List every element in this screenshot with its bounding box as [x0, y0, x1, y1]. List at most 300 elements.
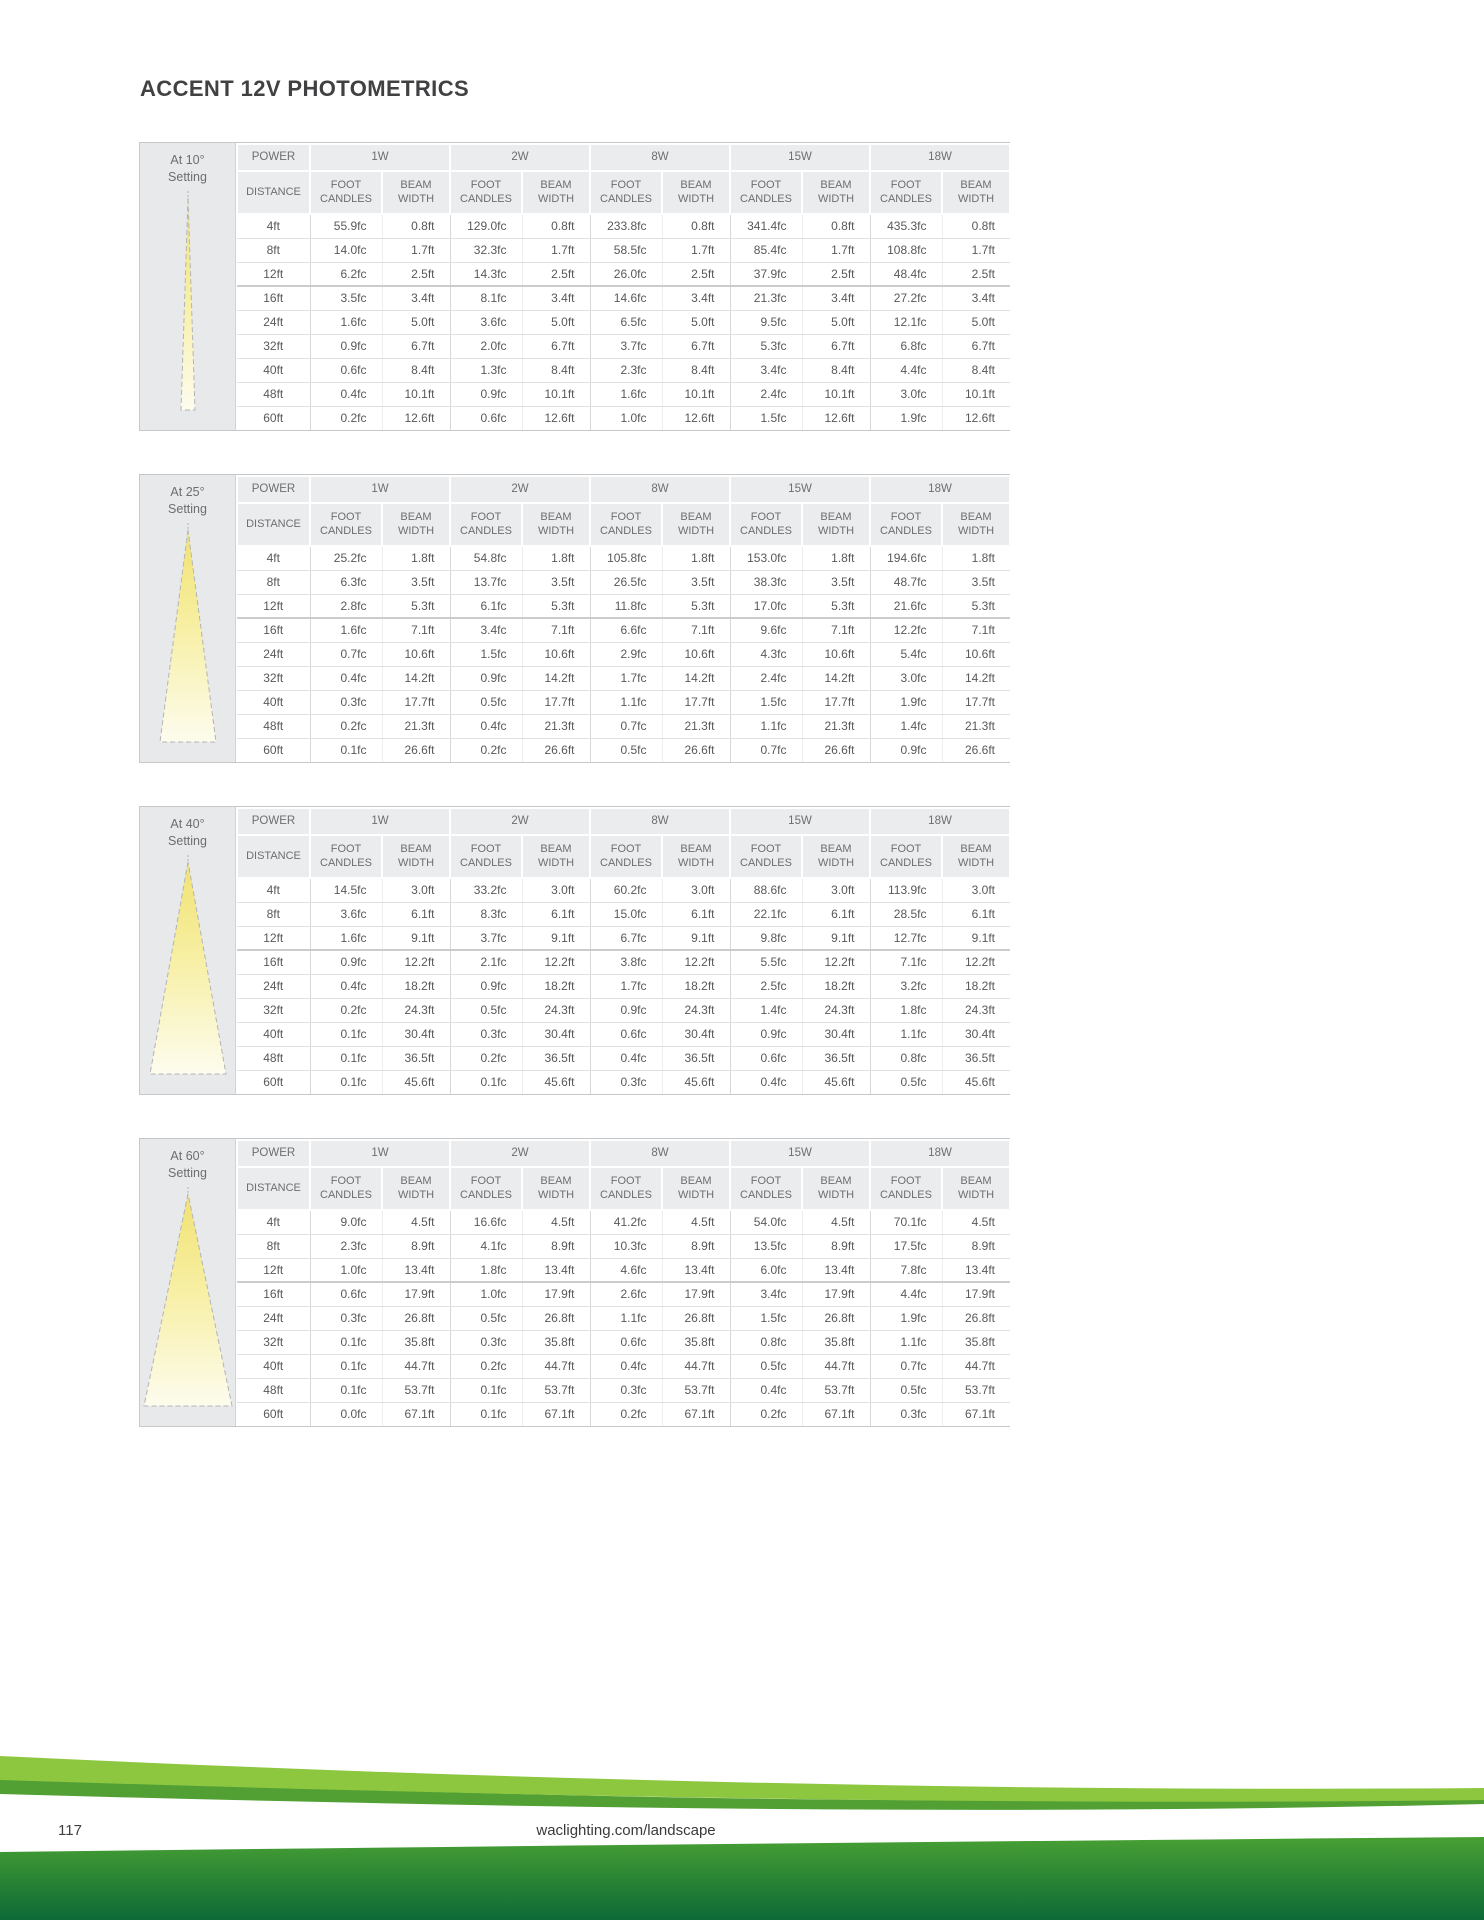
foot-candles-cell: 0.3fc	[450, 1330, 522, 1354]
beam-width-cell: 24.3ft	[522, 998, 590, 1022]
power-value-header: 15W	[730, 808, 870, 835]
beam-width-cell: 26.8ft	[802, 1306, 870, 1330]
beam-width-header: BEAM WIDTH	[802, 171, 870, 214]
foot-candles-cell: 1.8fc	[870, 998, 942, 1022]
beam-width-cell: 6.7ft	[802, 334, 870, 358]
beam-width-header: BEAM WIDTH	[942, 835, 1010, 878]
beam-width-cell: 53.7ft	[802, 1378, 870, 1402]
foot-candles-cell: 9.0fc	[310, 1210, 382, 1234]
foot-candles-cell: 1.5fc	[730, 406, 802, 430]
foot-candles-cell: 0.4fc	[450, 714, 522, 738]
beam-width-cell: 9.1ft	[942, 926, 1010, 950]
beam-width-cell: 1.8ft	[522, 546, 590, 570]
foot-candles-cell: 0.1fc	[310, 1046, 382, 1070]
beam-width-cell: 53.7ft	[662, 1378, 730, 1402]
beam-width-cell: 6.1ft	[942, 902, 1010, 926]
beam-width-cell: 26.6ft	[802, 738, 870, 762]
foot-candles-cell: 3.5fc	[310, 286, 382, 310]
beam-width-cell: 35.8ft	[802, 1330, 870, 1354]
photometrics-grid-10deg	[236, 143, 1011, 430]
beam-width-cell: 13.4ft	[382, 1258, 450, 1282]
foot-candles-cell: 0.2fc	[450, 1046, 522, 1070]
beam-width-header: BEAM WIDTH	[662, 1167, 730, 1210]
distance-header-label: DISTANCE	[237, 835, 310, 878]
foot-candles-cell: 9.8fc	[730, 926, 802, 950]
foot-candles-cell: 54.0fc	[730, 1210, 802, 1234]
distance-cell: 12ft	[237, 926, 310, 950]
foot-candles-cell: 0.6fc	[310, 1282, 382, 1306]
foot-candles-cell: 0.2fc	[310, 998, 382, 1022]
beam-width-cell: 17.9ft	[802, 1282, 870, 1306]
power-value-header: 1W	[310, 808, 450, 835]
beam-width-cell: 17.9ft	[382, 1282, 450, 1306]
power-header-label: POWER	[237, 1140, 310, 1167]
beam-width-cell: 2.5ft	[522, 262, 590, 286]
foot-candles-cell: 13.7fc	[450, 570, 522, 594]
beam-width-cell: 1.8ft	[382, 546, 450, 570]
table-row	[237, 738, 1010, 762]
foot-candles-cell: 6.1fc	[450, 594, 522, 618]
beam-width-cell: 6.7ft	[662, 334, 730, 358]
foot-candles-cell: 58.5fc	[590, 238, 662, 262]
foot-candles-header: FOOT CANDLES	[450, 835, 522, 878]
beam-width-cell: 12.2ft	[802, 950, 870, 974]
beam-width-header: BEAM WIDTH	[522, 835, 590, 878]
table-row	[237, 1046, 1010, 1070]
beam-width-cell: 24.3ft	[382, 998, 450, 1022]
beam-width-cell: 8.4ft	[382, 358, 450, 382]
beam-width-cell: 1.7ft	[942, 238, 1010, 262]
beam-width-cell: 6.1ft	[522, 902, 590, 926]
foot-candles-cell: 0.6fc	[590, 1022, 662, 1046]
beam-width-cell: 2.5ft	[942, 262, 1010, 286]
foot-candles-header: FOOT CANDLES	[450, 171, 522, 214]
table-row	[237, 1234, 1010, 1258]
beam-width-header: BEAM WIDTH	[942, 503, 1010, 546]
foot-candles-cell: 0.1fc	[310, 1354, 382, 1378]
beam-width-cell: 7.1ft	[942, 618, 1010, 642]
foot-candles-cell: 0.4fc	[730, 1378, 802, 1402]
distance-cell: 16ft	[237, 618, 310, 642]
setting-word-text: Setting	[168, 1165, 207, 1180]
beam-width-cell: 26.8ft	[942, 1306, 1010, 1330]
foot-candles-cell: 0.9fc	[450, 666, 522, 690]
foot-candles-cell: 1.6fc	[310, 618, 382, 642]
beam-width-cell: 9.1ft	[802, 926, 870, 950]
foot-candles-cell: 0.7fc	[590, 714, 662, 738]
beam-width-cell: 36.5ft	[942, 1046, 1010, 1070]
beam-width-cell: 18.2ft	[522, 974, 590, 998]
setting-panel-40deg	[140, 807, 236, 1094]
foot-candles-cell: 1.6fc	[590, 382, 662, 406]
foot-candles-cell: 38.3fc	[730, 570, 802, 594]
beam-width-cell: 12.2ft	[522, 950, 590, 974]
beam-width-cell: 4.5ft	[382, 1210, 450, 1234]
foot-candles-cell: 0.0fc	[310, 1402, 382, 1426]
distance-cell: 48ft	[237, 382, 310, 406]
power-header-label: POWER	[237, 476, 310, 503]
beam-cone-illustration-25deg	[140, 523, 236, 749]
setting-label	[140, 152, 235, 186]
beam-width-cell: 3.5ft	[522, 570, 590, 594]
beam-width-cell: 2.5ft	[382, 262, 450, 286]
beam-width-cell: 17.7ft	[802, 690, 870, 714]
foot-candles-cell: 0.5fc	[450, 998, 522, 1022]
table-row	[237, 310, 1010, 334]
foot-candles-cell: 0.4fc	[310, 666, 382, 690]
beam-width-cell: 4.5ft	[942, 1210, 1010, 1234]
distance-cell: 8ft	[237, 570, 310, 594]
foot-candles-cell: 17.0fc	[730, 594, 802, 618]
foot-candles-cell: 1.0fc	[310, 1258, 382, 1282]
beam-width-header: BEAM WIDTH	[382, 1167, 450, 1210]
distance-cell: 40ft	[237, 358, 310, 382]
foot-candles-cell: 2.3fc	[310, 1234, 382, 1258]
foot-candles-cell: 3.6fc	[310, 902, 382, 926]
foot-candles-cell: 2.9fc	[590, 642, 662, 666]
foot-candles-cell: 7.8fc	[870, 1258, 942, 1282]
beam-width-cell: 44.7ft	[942, 1354, 1010, 1378]
beam-width-cell: 36.5ft	[802, 1046, 870, 1070]
beam-width-cell: 3.4ft	[802, 286, 870, 310]
foot-candles-cell: 27.2fc	[870, 286, 942, 310]
distance-cell: 12ft	[237, 1258, 310, 1282]
setting-word-text: Setting	[168, 501, 207, 516]
foot-candles-cell: 14.3fc	[450, 262, 522, 286]
setting-label	[140, 484, 235, 518]
foot-candles-cell: 55.9fc	[310, 214, 382, 238]
beam-width-cell: 12.6ft	[662, 406, 730, 430]
setting-word-text: Setting	[168, 169, 207, 184]
beam-width-cell: 21.3ft	[662, 714, 730, 738]
foot-candles-cell: 17.5fc	[870, 1234, 942, 1258]
beam-width-cell: 8.9ft	[802, 1234, 870, 1258]
foot-candles-cell: 0.4fc	[310, 974, 382, 998]
beam-width-cell: 3.5ft	[662, 570, 730, 594]
foot-candles-header: FOOT CANDLES	[310, 835, 382, 878]
table-row	[237, 382, 1010, 406]
distance-cell: 32ft	[237, 334, 310, 358]
foot-candles-cell: 0.5fc	[730, 1354, 802, 1378]
foot-candles-header: FOOT CANDLES	[590, 835, 662, 878]
beam-width-cell: 3.0ft	[662, 878, 730, 902]
beam-width-cell: 3.5ft	[942, 570, 1010, 594]
beam-width-header: BEAM WIDTH	[382, 171, 450, 214]
beam-width-cell: 30.4ft	[522, 1022, 590, 1046]
table-row	[237, 714, 1010, 738]
beam-width-cell: 53.7ft	[942, 1378, 1010, 1402]
beam-width-cell: 67.1ft	[662, 1402, 730, 1426]
beam-width-cell: 8.9ft	[662, 1234, 730, 1258]
foot-candles-header: FOOT CANDLES	[310, 503, 382, 546]
beam-width-header: BEAM WIDTH	[382, 503, 450, 546]
foot-candles-cell: 0.6fc	[730, 1046, 802, 1070]
foot-candles-cell: 1.8fc	[450, 1258, 522, 1282]
foot-candles-cell: 2.6fc	[590, 1282, 662, 1306]
beam-width-cell: 5.3ft	[942, 594, 1010, 618]
table-row	[237, 1330, 1010, 1354]
foot-candles-cell: 435.3fc	[870, 214, 942, 238]
foot-candles-cell: 8.3fc	[450, 902, 522, 926]
beam-width-cell: 9.1ft	[522, 926, 590, 950]
foot-candles-cell: 9.6fc	[730, 618, 802, 642]
beam-width-cell: 5.3ft	[662, 594, 730, 618]
beam-width-cell: 12.2ft	[662, 950, 730, 974]
distance-cell: 24ft	[237, 1306, 310, 1330]
beam-width-cell: 0.8ft	[942, 214, 1010, 238]
beam-width-cell: 5.0ft	[662, 310, 730, 334]
foot-candles-cell: 48.7fc	[870, 570, 942, 594]
foot-candles-cell: 6.6fc	[590, 618, 662, 642]
photometrics-grid-60deg	[236, 1139, 1011, 1426]
power-value-header: 8W	[590, 808, 730, 835]
foot-candles-header: FOOT CANDLES	[730, 835, 802, 878]
beam-width-cell: 4.5ft	[522, 1210, 590, 1234]
beam-width-cell: 7.1ft	[662, 618, 730, 642]
beam-width-cell: 44.7ft	[382, 1354, 450, 1378]
beam-width-cell: 17.7ft	[522, 690, 590, 714]
foot-candles-cell: 0.7fc	[870, 1354, 942, 1378]
foot-candles-cell: 54.8fc	[450, 546, 522, 570]
distance-cell: 4ft	[237, 546, 310, 570]
distance-cell: 48ft	[237, 1046, 310, 1070]
beam-width-cell: 5.0ft	[942, 310, 1010, 334]
cone-shape	[181, 198, 195, 410]
foot-candles-cell: 1.7fc	[590, 974, 662, 998]
distance-cell: 4ft	[237, 878, 310, 902]
foot-candles-cell: 0.6fc	[310, 358, 382, 382]
foot-candles-cell: 4.4fc	[870, 1282, 942, 1306]
table-row	[237, 618, 1010, 642]
foot-candles-cell: 0.3fc	[590, 1378, 662, 1402]
foot-candles-cell: 0.9fc	[450, 382, 522, 406]
foot-candles-cell: 32.3fc	[450, 238, 522, 262]
power-value-header: 2W	[450, 476, 590, 503]
table-row	[237, 1070, 1010, 1094]
beam-width-cell: 6.1ft	[662, 902, 730, 926]
foot-candles-cell: 60.2fc	[590, 878, 662, 902]
foot-candles-cell: 0.3fc	[450, 1022, 522, 1046]
photometrics-table-10deg	[139, 142, 1010, 431]
setting-label	[140, 816, 235, 850]
page-number: 117	[58, 1822, 82, 1839]
beam-width-cell: 6.1ft	[382, 902, 450, 926]
power-value-header: 2W	[450, 808, 590, 835]
distance-cell: 8ft	[237, 1234, 310, 1258]
foot-candles-cell: 37.9fc	[730, 262, 802, 286]
beam-width-header: BEAM WIDTH	[662, 503, 730, 546]
beam-width-cell: 36.5ft	[662, 1046, 730, 1070]
foot-candles-cell: 0.9fc	[450, 974, 522, 998]
beam-width-cell: 3.0ft	[522, 878, 590, 902]
beam-width-cell: 44.7ft	[522, 1354, 590, 1378]
beam-width-cell: 26.6ft	[382, 738, 450, 762]
foot-candles-cell: 3.4fc	[450, 618, 522, 642]
foot-candles-cell: 3.2fc	[870, 974, 942, 998]
table-row	[237, 570, 1010, 594]
foot-candles-cell: 6.5fc	[590, 310, 662, 334]
foot-candles-cell: 3.4fc	[730, 1282, 802, 1306]
foot-candles-header: FOOT CANDLES	[450, 503, 522, 546]
foot-candles-cell: 7.1fc	[870, 950, 942, 974]
beam-width-cell: 0.8ft	[802, 214, 870, 238]
beam-width-cell: 14.2ft	[662, 666, 730, 690]
foot-candles-cell: 3.7fc	[450, 926, 522, 950]
beam-width-cell: 12.6ft	[802, 406, 870, 430]
beam-width-cell: 14.2ft	[802, 666, 870, 690]
table-row	[237, 998, 1010, 1022]
power-value-header: 18W	[870, 808, 1010, 835]
beam-width-cell: 21.3ft	[522, 714, 590, 738]
table-row	[237, 214, 1010, 238]
foot-candles-cell: 0.2fc	[730, 1402, 802, 1426]
table-row	[237, 974, 1010, 998]
foot-candles-cell: 105.8fc	[590, 546, 662, 570]
foot-candles-cell: 5.5fc	[730, 950, 802, 974]
foot-candles-cell: 8.1fc	[450, 286, 522, 310]
foot-candles-cell: 3.0fc	[870, 382, 942, 406]
beam-width-cell: 45.6ft	[802, 1070, 870, 1094]
beam-cone-illustration-40deg	[140, 855, 236, 1081]
table-row	[237, 358, 1010, 382]
foot-candles-header: FOOT CANDLES	[870, 503, 942, 546]
beam-width-cell: 24.3ft	[802, 998, 870, 1022]
foot-candles-cell: 1.5fc	[730, 1306, 802, 1330]
beam-width-cell: 2.5ft	[802, 262, 870, 286]
foot-candles-cell: 0.4fc	[590, 1354, 662, 1378]
foot-candles-cell: 194.6fc	[870, 546, 942, 570]
table-row	[237, 690, 1010, 714]
distance-cell: 12ft	[237, 262, 310, 286]
table-row	[237, 594, 1010, 618]
foot-candles-cell: 1.5fc	[730, 690, 802, 714]
beam-width-cell: 14.2ft	[522, 666, 590, 690]
setting-panel-10deg	[140, 143, 236, 430]
beam-width-cell: 44.7ft	[662, 1354, 730, 1378]
table-row	[237, 1022, 1010, 1046]
beam-width-cell: 1.7ft	[382, 238, 450, 262]
table-row	[237, 238, 1010, 262]
foot-candles-cell: 1.1fc	[730, 714, 802, 738]
foot-candles-cell: 0.1fc	[450, 1378, 522, 1402]
foot-candles-cell: 0.1fc	[310, 1378, 382, 1402]
table-row	[237, 1354, 1010, 1378]
beam-width-cell: 4.5ft	[802, 1210, 870, 1234]
foot-candles-cell: 0.1fc	[450, 1402, 522, 1426]
beam-width-cell: 3.0ft	[802, 878, 870, 902]
foot-candles-cell: 14.5fc	[310, 878, 382, 902]
foot-candles-cell: 0.1fc	[310, 1070, 382, 1094]
foot-candles-cell: 0.1fc	[310, 1022, 382, 1046]
photometrics-table-40deg	[139, 806, 1010, 1095]
beam-width-cell: 8.9ft	[522, 1234, 590, 1258]
distance-cell: 16ft	[237, 1282, 310, 1306]
foot-candles-cell: 26.0fc	[590, 262, 662, 286]
beam-width-cell: 7.1ft	[522, 618, 590, 642]
foot-candles-cell: 33.2fc	[450, 878, 522, 902]
foot-candles-cell: 233.8fc	[590, 214, 662, 238]
page-title: ACCENT 12V PHOTOMETRICS	[140, 76, 470, 101]
foot-candles-cell: 3.4fc	[730, 358, 802, 382]
foot-candles-cell: 88.6fc	[730, 878, 802, 902]
beam-width-cell: 30.4ft	[942, 1022, 1010, 1046]
foot-candles-cell: 1.1fc	[870, 1022, 942, 1046]
beam-width-cell: 0.8ft	[662, 214, 730, 238]
beam-width-cell: 67.1ft	[382, 1402, 450, 1426]
foot-candles-cell: 3.6fc	[450, 310, 522, 334]
beam-width-header: BEAM WIDTH	[522, 1167, 590, 1210]
distance-header-label: DISTANCE	[237, 171, 310, 214]
distance-header-label: DISTANCE	[237, 1167, 310, 1210]
beam-width-cell: 5.0ft	[522, 310, 590, 334]
beam-width-cell: 35.8ft	[522, 1330, 590, 1354]
beam-width-cell: 12.6ft	[522, 406, 590, 430]
beam-width-cell: 24.3ft	[942, 998, 1010, 1022]
power-value-header: 8W	[590, 476, 730, 503]
distance-cell: 16ft	[237, 286, 310, 310]
beam-width-cell: 18.2ft	[382, 974, 450, 998]
distance-cell: 40ft	[237, 1022, 310, 1046]
beam-width-cell: 7.1ft	[382, 618, 450, 642]
beam-width-cell: 44.7ft	[802, 1354, 870, 1378]
power-value-header: 18W	[870, 1140, 1010, 1167]
beam-width-cell: 12.6ft	[382, 406, 450, 430]
beam-width-header: BEAM WIDTH	[522, 171, 590, 214]
beam-width-cell: 24.3ft	[662, 998, 730, 1022]
foot-candles-cell: 22.1fc	[730, 902, 802, 926]
distance-cell: 32ft	[237, 666, 310, 690]
foot-candles-cell: 0.9fc	[310, 950, 382, 974]
power-value-header: 1W	[310, 144, 450, 171]
beam-width-cell: 26.8ft	[522, 1306, 590, 1330]
foot-candles-cell: 21.3fc	[730, 286, 802, 310]
beam-width-cell: 18.2ft	[662, 974, 730, 998]
beam-width-cell: 17.7ft	[942, 690, 1010, 714]
distance-cell: 24ft	[237, 642, 310, 666]
beam-width-cell: 10.1ft	[382, 382, 450, 406]
distance-cell: 60ft	[237, 738, 310, 762]
beam-width-cell: 3.0ft	[942, 878, 1010, 902]
beam-width-cell: 10.1ft	[522, 382, 590, 406]
table-row	[237, 1258, 1010, 1282]
foot-candles-cell: 1.1fc	[590, 1306, 662, 1330]
beam-width-cell: 10.1ft	[802, 382, 870, 406]
table-row	[237, 262, 1010, 286]
beam-width-cell: 26.6ft	[942, 738, 1010, 762]
foot-candles-cell: 1.5fc	[450, 642, 522, 666]
footer-url[interactable]: waclighting.com/landscape	[536, 1822, 716, 1839]
power-value-header: 8W	[590, 1140, 730, 1167]
foot-candles-cell: 0.2fc	[450, 1354, 522, 1378]
foot-candles-header: FOOT CANDLES	[730, 1167, 802, 1210]
beam-width-cell: 1.8ft	[662, 546, 730, 570]
foot-candles-header: FOOT CANDLES	[730, 171, 802, 214]
distance-cell: 24ft	[237, 310, 310, 334]
beam-width-cell: 10.1ft	[662, 382, 730, 406]
foot-candles-cell: 41.2fc	[590, 1210, 662, 1234]
beam-width-cell: 9.1ft	[662, 926, 730, 950]
beam-width-cell: 2.5ft	[662, 262, 730, 286]
beam-width-cell: 10.6ft	[802, 642, 870, 666]
beam-width-cell: 13.4ft	[802, 1258, 870, 1282]
foot-candles-header: FOOT CANDLES	[730, 503, 802, 546]
foot-candles-cell: 1.4fc	[870, 714, 942, 738]
foot-candles-cell: 28.5fc	[870, 902, 942, 926]
distance-cell: 32ft	[237, 998, 310, 1022]
foot-candles-cell: 0.8fc	[870, 1046, 942, 1070]
beam-width-cell: 17.9ft	[942, 1282, 1010, 1306]
beam-cone-illustration-10deg	[140, 191, 236, 417]
